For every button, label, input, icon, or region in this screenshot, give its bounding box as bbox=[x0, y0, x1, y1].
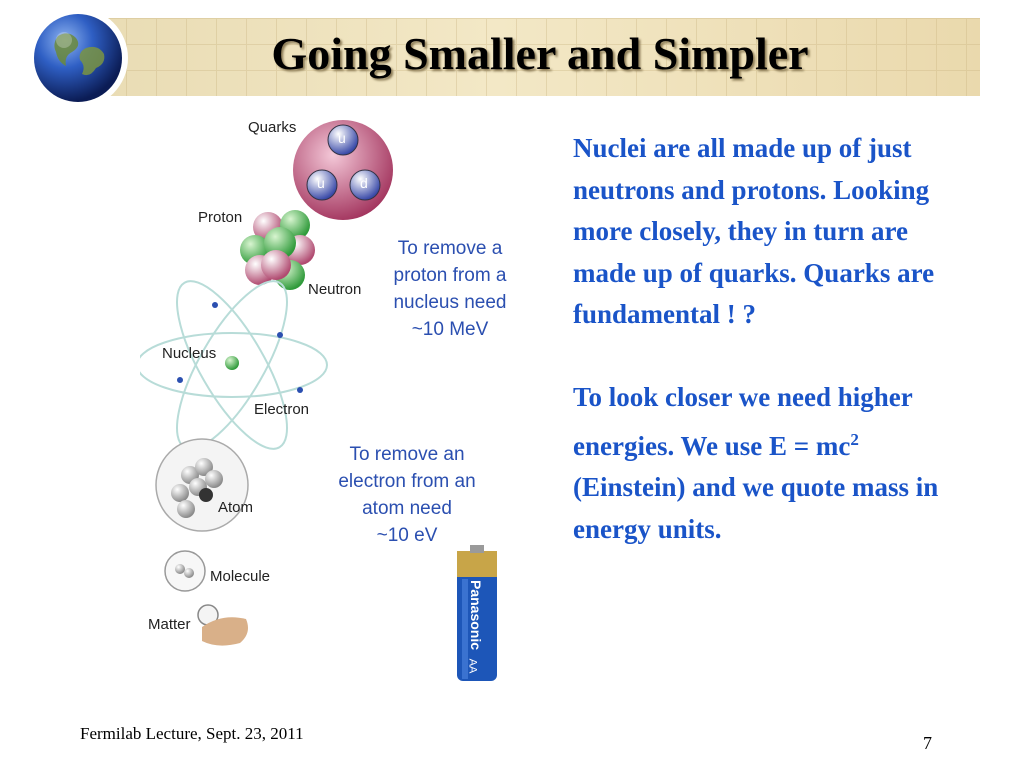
label-atom: Atom bbox=[218, 499, 254, 516]
footer-text: Fermilab Lecture, Sept. 23, 2011 bbox=[80, 724, 304, 743]
paragraph-2-end: (Einstein) and we quote mass in energy units. bbox=[573, 472, 939, 544]
label-neutron: Neutron bbox=[308, 281, 362, 298]
atom-sphere bbox=[156, 439, 248, 531]
battery-brand: Panasonic bbox=[468, 579, 484, 651]
quark-letter-right: d bbox=[360, 175, 368, 191]
note-proton-line: nucleus need bbox=[393, 292, 507, 313]
paragraph-2-start: To look closer we need higher energies. We use E = mc bbox=[573, 382, 913, 461]
paragraph-spacer bbox=[573, 336, 953, 378]
nucleus-dot bbox=[225, 356, 239, 370]
label-proton: Proton bbox=[198, 209, 243, 226]
note-electron-line: atom need bbox=[362, 498, 452, 519]
matter-figure bbox=[198, 605, 248, 646]
note-proton bbox=[366, 235, 534, 343]
label-matter: Matter bbox=[148, 616, 191, 633]
label-nucleus: Nucleus bbox=[162, 345, 217, 362]
scale-diagram bbox=[140, 105, 540, 705]
battery-size: AA bbox=[466, 658, 479, 674]
label-quarks: Quarks bbox=[248, 119, 297, 136]
note-proton-line: ~10 MeV bbox=[411, 319, 489, 340]
note-electron-line: To remove an bbox=[349, 444, 465, 465]
note-proton-line: proton from a bbox=[393, 265, 507, 286]
paragraph-2 bbox=[573, 377, 953, 550]
label-electron: Electron bbox=[254, 401, 310, 418]
note-electron-line: ~10 eV bbox=[376, 525, 438, 546]
note-proton-line: To remove a bbox=[397, 238, 503, 259]
paragraph-1: Nuclei are all made up of just neutrons and protons. Looking more closely, they in turn are made up of quarks. Quarks are fundamental ! ? bbox=[573, 133, 935, 329]
quark-letter-left: u bbox=[317, 175, 325, 191]
body-text bbox=[573, 128, 953, 550]
slide-title: Going Smaller and Simpler bbox=[271, 28, 809, 79]
note-electron bbox=[312, 441, 502, 549]
note-electron-line: electron from an bbox=[338, 471, 476, 492]
quark-letter-top: u bbox=[338, 130, 346, 146]
exponent: 2 bbox=[850, 429, 859, 449]
page-number: 7 bbox=[923, 733, 932, 753]
label-molecule: Molecule bbox=[210, 568, 271, 585]
globe-logo bbox=[28, 8, 128, 108]
molecule-figure bbox=[165, 551, 205, 591]
proton-neutron-cluster bbox=[240, 210, 315, 290]
